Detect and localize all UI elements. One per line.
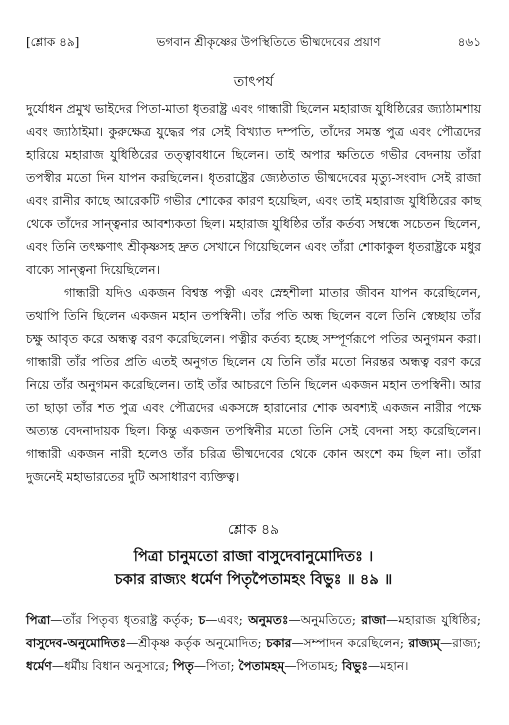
synonym-entry: বিভুঃ—মহান। [342, 659, 409, 673]
synonym-entry: চকার—সম্পাদন করেছিলেন; [266, 636, 409, 650]
purport-heading: তাৎপর্য [233, 74, 274, 90]
verse-line-2: চকার রাজ্যং ধর্মেণ পিতৃপৈতামহং বিভুঃ ॥ ৪৯ ॥ [114, 571, 393, 588]
synonym-entry: চ—এবং; [198, 613, 249, 627]
synonym-meaning: অনুমতিতে; [300, 613, 362, 627]
synonym-term: রাজা [361, 613, 387, 627]
synonym-term: রাজ্যম্ [408, 636, 441, 650]
synonym-meaning: তাঁর পিতৃব্য ধৃতরাষ্ট্র কর্তৃক; [62, 613, 199, 627]
verse-reference: [শ্লোক ৪৯] [26, 35, 80, 49]
synonym-term: পিতৃ [172, 659, 194, 673]
synonym-entry: বাসুদেব-অনুমোদিতঃ—শ্রীকৃষ্ণ কর্তৃক অনুমোদিত; [26, 636, 267, 650]
synonym-meaning: মহারাজ যুধিষ্ঠির; [398, 613, 481, 627]
synonym-entry: পিত্রা—তাঁর পিতৃব্য ধৃতরাষ্ট্র কর্তৃক; [26, 613, 199, 627]
synonym-entry: পিতৃ—পিতা; [172, 659, 239, 673]
synonym-entry: অনুমতঃ—অনুমতিতে; [248, 613, 362, 627]
synonym-entry: পৈতামহম্—পিতামহ; [238, 659, 343, 673]
purport-paragraph-1: দুর্যোধন প্রমুখ ভাইদের পিতা-মাতা ধৃতরাষ্ট্র এবং গান্ধারী ছিলেন মহারাজ যুধিষ্ঠিরের জ্যাঠামশায় এবং জ্যাঠাইমা। কুরুক্ষেত্র যুদ্ধের পর সেই বিখ্যাত দম্পতি, তাঁদের সমস্ত পুত্র এবং পৌত্রদের হারিয়ে মহারাজ যুধিষ্ঠিরের তত্ত্বাবধানে ছিলেন। তাই অপার ক্ষতিতে গভীর বেদনায় তাঁরা তপস্বীর মতো দিন যাপন করছিলেন। ধৃতরাষ্ট্রের জ্যেষ্ঠতাত ভীষ্মদেবের মৃত্যু-সংবাদ সেই রাজা এবং রানীর কাছে আরেকটি গভীর শোকের কারণ হয়েছিল, এবং তাই মহারাজ যুধিষ্ঠিরের কাছ থেকে তাঁদের সান্ত্বনার আবশ্যকতা ছিল। মহারাজ যুধিষ্ঠির তাঁর কর্তব্য সম্বন্ধে সচেতন ছিলেন, এবং তিনি তৎক্ষণাৎ শ্রীকৃষ্ণসহ দ্রুত সেখানে গিয়েছিলেন এবং তাঁরা শোকাকুল ধৃতরাষ্ট্রকে মধুর বাক্যে সান্ত্বনা দিয়েছিলেন। [26, 101, 481, 277]
synonym-term: বাসুদেব-অনুমোদিতঃ [26, 636, 127, 650]
synonym-meaning: পিতামহ; [296, 659, 343, 673]
synonym-term: পিত্রা [26, 613, 51, 627]
synonym-meaning: মহান। [380, 659, 409, 673]
synonym-entry: রাজ্যম্—রাজ্য; [408, 636, 481, 650]
chapter-title: ভগবান শ্রীকৃষ্ণের উপস্থিতিতে ভীষ্মদেবের প্রয়াণ [156, 35, 381, 49]
synonym-term: বিভুঃ [342, 659, 368, 673]
synonym-entry: ধর্মেণ—ধর্মীয় বিধান অনুসারে; [26, 659, 173, 673]
verse-heading: শ্লোক ৪৯ [227, 522, 280, 538]
page-number: ৪৬১ [457, 35, 481, 49]
synonym-term: পৈতামহম্ [238, 659, 285, 673]
synonym-meaning: ধর্মীয় বিধান অনুসারে; [64, 659, 173, 673]
synonym-meaning: রাজ্য; [452, 636, 481, 650]
word-for-word-synonyms [26, 609, 481, 678]
synonym-meaning: এবং; [217, 613, 249, 627]
verse-line-1: পিত্রা চানুমতো রাজা বাসুদেবানুমোদিতঃ । [133, 548, 374, 565]
synonym-term: চ [198, 613, 206, 627]
synonym-meaning: শ্রীকৃষ্ণ কর্তৃক অনুমোদিত; [138, 636, 267, 650]
synonym-term: অনুমতঃ [248, 613, 289, 627]
synonym-meaning: সম্পাদন করেছিলেন; [303, 636, 409, 650]
synonym-meaning: পিতা; [206, 659, 239, 673]
synonym-term: চকার [266, 636, 292, 650]
synonym-entry: রাজা—মহারাজ যুধিষ্ঠির; [361, 613, 481, 627]
running-head [26, 0, 481, 54]
synonym-term: ধর্মেণ [26, 659, 52, 673]
purport-paragraph-2: গান্ধারী যদিও একজন বিশ্বস্ত পত্নী এবং স্নেহশীলা মাতার জীবন যাপন করেছিলেন, তথাপি তিনি ছিলেন একজন মহান তপস্বিনী। তাঁর পতি অন্ধ ছিলেন বলে তিনি স্বেচ্ছায় তাঁর চক্ষু আবৃত করে অন্ধত্ব বরণ করেছিলেন। পত্নীর কর্তব্য হচ্ছে সম্পূর্ণরূপে পতির অনুগমন করা। গান্ধারী তাঁর পতির প্রতি এতই অনুগত ছিলেন যে তিনি তাঁর মতো নিরন্তর অন্ধত্ব বরণ করে নিয়ে তাঁর অনুগমন করেছিলেন। তাই তাঁর আচরণে তিনি ছিলেন একজন মহান তপস্বিনী। আর তা ছাড়া তাঁর শত পুত্র এবং পৌত্রদের একসঙ্গে হারানোর শোক অবশ্যই একজন নারীর পক্ষে অত্যন্ত বেদনাদায়ক ছিল। কিন্তু একজন তপস্বিনীর মতো তিনি সেই বেদনা সহ্য করেছিলেন। গান্ধারী একজন নারী হলেও তাঁর চরিত্র ভীষ্মদেবের থেকে কোন অংশে কম ছিল না। তাঁরা দুজনেই মহাভারতের দুটি অসাধারণ ব্যক্তিত্ব। [26, 285, 481, 484]
